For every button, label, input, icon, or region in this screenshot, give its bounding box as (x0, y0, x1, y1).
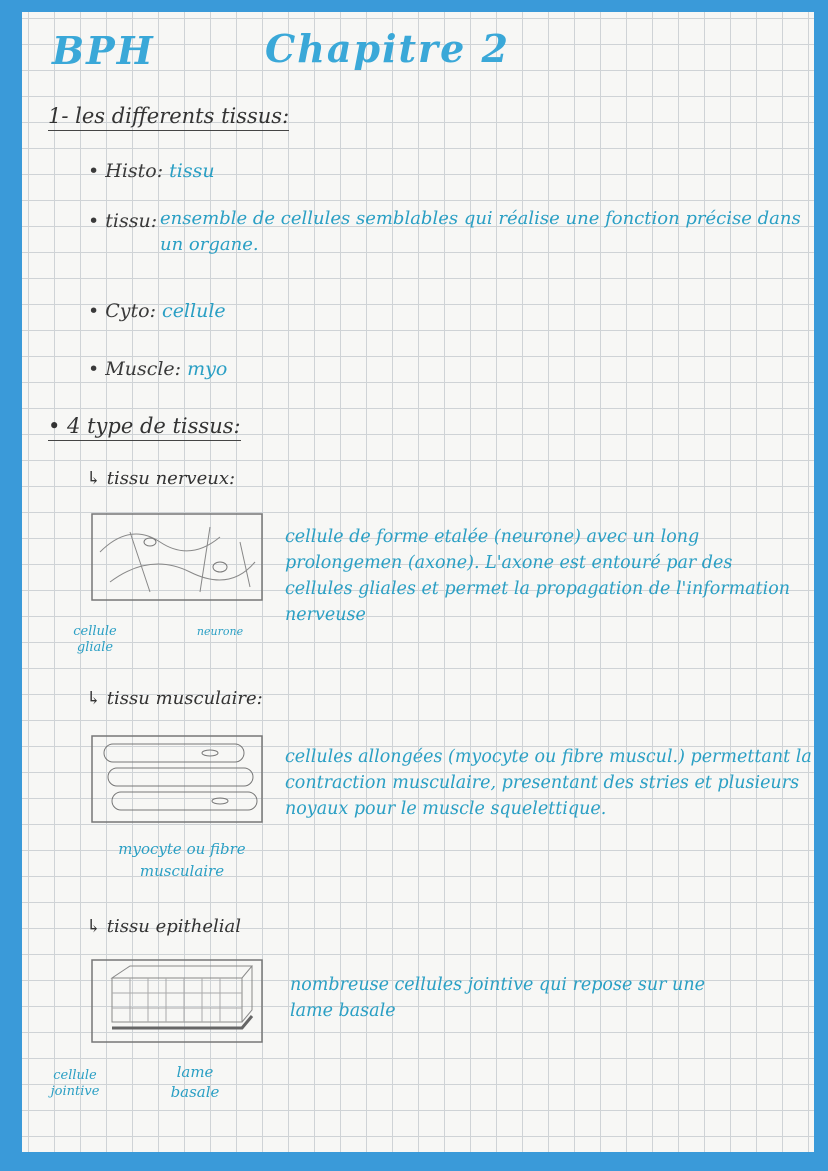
muscle-tissue-drawing (90, 734, 266, 826)
drawing-label: lame basale (170, 1063, 220, 1101)
def-value: ensemble de cellules semblables qui réalise une fonction précise dans un organe. (160, 208, 801, 255)
epithelial-tissue-drawing (90, 958, 266, 1044)
def-term: • Cyto: (88, 300, 156, 322)
subject-title: BPH (52, 28, 155, 73)
def-term: • tissu: (88, 210, 158, 232)
def-value: cellule (162, 300, 226, 322)
tissue-description: cellule de forme etalée (neurone) avec un long prolongemen (axone). L'axone est entouré par des cellules gliales et permet la propagation de l'information nerveuse (285, 527, 791, 625)
def-value: tissu (169, 160, 215, 182)
section-heading: • 4 type de tissus: (48, 414, 241, 441)
def-term: • Histo: (88, 160, 164, 182)
tissue-description: nombreuse cellules jointive qui repose sur une lame basale (290, 975, 705, 1021)
chapter-title: Chapitre 2 (265, 26, 510, 71)
drawing-label: myocyte ou fibre musculaire (118, 840, 246, 880)
def-term: • Muscle: (88, 358, 182, 380)
drawing-label: cellule gliale (73, 624, 117, 655)
drawing-label: cellule jointive (50, 1068, 100, 1099)
tissue-title: ↳ tissu musculaire: (86, 688, 263, 709)
section-heading: 1- les differents tissus: (48, 104, 289, 131)
def-value: myo (187, 358, 228, 380)
tissue-description: cellules allongées (myocyte ou fibre muscul.) permettant la contraction musculaire, presentant des stries et plusieurs noyaux pour le muscle squelettique. (285, 747, 812, 819)
nerve-tissue-drawing (90, 512, 266, 604)
tissue-title: ↳ tissu nerveux: (86, 468, 236, 489)
drawing-label: neurone (196, 625, 244, 638)
tissue-title: ↳ tissu epithelial (86, 916, 241, 937)
